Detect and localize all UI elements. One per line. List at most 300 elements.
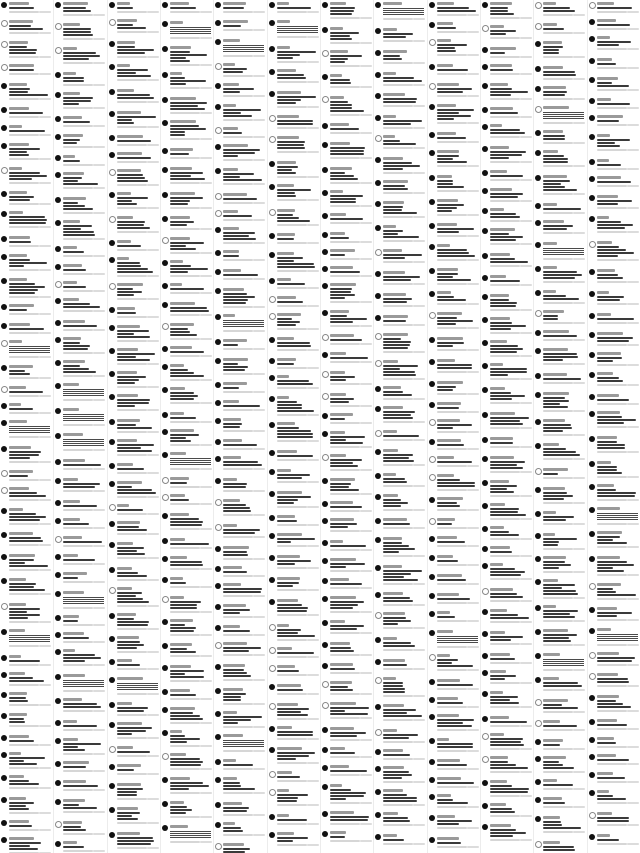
username[interactable] <box>277 337 294 340</box>
like-reply-icons[interactable] <box>147 249 159 251</box>
like-reply-icons[interactable] <box>520 771 532 773</box>
username[interactable] <box>9 713 27 716</box>
username[interactable] <box>543 266 557 269</box>
username[interactable] <box>63 500 80 503</box>
username[interactable] <box>437 497 463 500</box>
username[interactable] <box>277 161 296 164</box>
avatar-icon[interactable] <box>215 688 221 694</box>
avatar-icon[interactable] <box>55 72 61 78</box>
avatar-icon[interactable] <box>1 278 7 284</box>
comment-item[interactable] <box>108 394 161 413</box>
username[interactable] <box>543 2 556 5</box>
username[interactable] <box>63 698 82 701</box>
like-reply-icons[interactable] <box>360 361 372 363</box>
avatar-icon[interactable] <box>109 659 115 665</box>
like-reply-icons[interactable] <box>39 479 51 481</box>
username[interactable] <box>383 518 407 521</box>
comment-item[interactable] <box>588 556 640 578</box>
comment-item[interactable] <box>161 148 214 161</box>
like-reply-icons[interactable] <box>467 509 479 511</box>
like-reply-icons[interactable] <box>413 527 425 529</box>
comment-item[interactable] <box>534 290 587 306</box>
comment-item[interactable] <box>54 116 107 129</box>
username[interactable] <box>437 2 454 5</box>
avatar-icon[interactable] <box>55 554 61 560</box>
like-reply-icons[interactable] <box>39 395 51 397</box>
username[interactable] <box>223 583 241 586</box>
like-reply-icons[interactable] <box>39 313 51 315</box>
comment-item[interactable] <box>534 310 587 326</box>
avatar-icon[interactable] <box>482 253 488 259</box>
avatar-icon[interactable] <box>482 47 488 53</box>
like-reply-icons[interactable] <box>467 283 479 285</box>
username[interactable] <box>383 537 402 540</box>
comment-item[interactable] <box>268 46 321 65</box>
like-reply-icons[interactable] <box>573 56 585 58</box>
comment-item[interactable] <box>374 201 427 220</box>
avatar-icon[interactable] <box>429 244 435 250</box>
like-reply-icons[interactable] <box>93 449 105 451</box>
username[interactable] <box>383 473 396 476</box>
avatar-icon[interactable] <box>482 563 488 569</box>
like-reply-icons[interactable] <box>360 774 372 776</box>
avatar-icon[interactable] <box>375 659 381 665</box>
avatar-icon[interactable] <box>429 291 435 297</box>
avatar-icon[interactable] <box>375 2 381 8</box>
avatar-icon[interactable] <box>375 537 381 543</box>
like-reply-icons[interactable] <box>627 763 639 765</box>
like-reply-icons[interactable] <box>520 662 532 664</box>
username[interactable] <box>223 168 238 171</box>
username[interactable] <box>597 36 610 39</box>
avatar-icon[interactable] <box>535 41 541 47</box>
comment-item[interactable] <box>268 771 321 784</box>
comment-item[interactable] <box>108 348 161 367</box>
like-reply-icons[interactable] <box>93 146 105 148</box>
avatar-icon[interactable] <box>215 456 221 462</box>
avatar-icon[interactable] <box>589 531 595 537</box>
avatar-icon[interactable] <box>269 337 275 343</box>
username[interactable] <box>597 291 609 294</box>
avatar-icon[interactable] <box>429 64 435 70</box>
comment-item[interactable] <box>374 50 427 66</box>
like-reply-icons[interactable] <box>307 127 319 129</box>
username[interactable] <box>63 72 76 75</box>
comment-item[interactable] <box>268 832 321 848</box>
comment-item[interactable] <box>481 363 534 382</box>
like-reply-icons[interactable] <box>573 434 585 436</box>
avatar-icon[interactable] <box>322 558 328 564</box>
comment-item[interactable] <box>481 456 534 475</box>
comment-item[interactable] <box>54 738 107 757</box>
comment-item[interactable] <box>481 480 534 499</box>
like-reply-icons[interactable] <box>307 305 319 307</box>
comment-item[interactable] <box>321 96 374 118</box>
like-reply-icons[interactable] <box>200 11 212 13</box>
comment-item[interactable] <box>0 254 53 273</box>
like-reply-icons[interactable] <box>467 465 479 467</box>
like-reply-icons[interactable] <box>307 762 319 764</box>
like-reply-icons[interactable] <box>200 275 212 277</box>
comment-item[interactable] <box>534 556 587 575</box>
avatar-icon[interactable] <box>482 733 489 740</box>
avatar-icon[interactable] <box>109 832 115 838</box>
like-reply-icons[interactable] <box>467 190 479 192</box>
username[interactable] <box>597 484 614 487</box>
username[interactable] <box>543 443 559 446</box>
like-reply-icons[interactable] <box>413 240 425 242</box>
comment-item[interactable] <box>214 625 267 638</box>
avatar-icon[interactable] <box>535 556 541 562</box>
avatar-icon[interactable] <box>1 125 7 131</box>
like-reply-icons[interactable] <box>520 98 532 100</box>
username[interactable] <box>117 613 136 616</box>
username[interactable] <box>383 612 405 615</box>
username[interactable] <box>543 392 569 395</box>
avatar-icon[interactable] <box>375 766 381 772</box>
avatar-icon[interactable] <box>109 192 115 198</box>
avatar-icon[interactable] <box>269 422 275 428</box>
avatar-icon[interactable] <box>589 394 595 400</box>
like-reply-icons[interactable] <box>627 499 639 501</box>
username[interactable] <box>597 772 613 775</box>
like-reply-icons[interactable] <box>573 548 585 550</box>
comment-item[interactable] <box>481 670 534 686</box>
like-reply-icons[interactable] <box>39 744 51 746</box>
avatar-icon[interactable] <box>429 679 435 685</box>
username[interactable] <box>490 363 503 366</box>
like-reply-icons[interactable] <box>93 490 105 492</box>
comment-item[interactable] <box>588 628 640 648</box>
avatar-icon[interactable] <box>429 630 435 636</box>
username[interactable] <box>490 412 515 415</box>
like-reply-icons[interactable] <box>200 207 212 209</box>
comment-item[interactable] <box>588 216 640 235</box>
comment-item[interactable] <box>321 663 374 676</box>
like-reply-icons[interactable] <box>147 472 159 474</box>
comment-item[interactable] <box>321 27 374 46</box>
avatar-icon[interactable] <box>215 63 222 70</box>
avatar-icon[interactable] <box>109 19 116 26</box>
comment-item[interactable] <box>588 176 640 189</box>
like-reply-icons[interactable] <box>573 212 585 214</box>
like-reply-icons[interactable] <box>307 804 319 806</box>
username[interactable] <box>117 371 137 374</box>
comment-item[interactable] <box>54 433 107 453</box>
comment-item[interactable] <box>321 578 374 591</box>
avatar-icon[interactable] <box>269 233 275 239</box>
comment-item[interactable] <box>428 815 481 831</box>
username[interactable] <box>383 72 396 75</box>
avatar-icon[interactable] <box>322 620 328 626</box>
like-reply-icons[interactable] <box>200 37 212 39</box>
avatar-icon[interactable] <box>322 478 328 484</box>
comment-item[interactable] <box>588 115 640 128</box>
comment-item[interactable] <box>54 780 107 793</box>
comment-item[interactable] <box>481 208 534 224</box>
avatar-icon[interactable] <box>109 64 115 70</box>
avatar-icon[interactable] <box>55 500 61 506</box>
avatar-icon[interactable] <box>375 360 382 367</box>
like-reply-icons[interactable] <box>360 823 372 825</box>
like-reply-icons[interactable] <box>147 298 159 300</box>
avatar-icon[interactable] <box>269 115 276 122</box>
username[interactable] <box>437 837 459 840</box>
comment-item[interactable] <box>481 526 534 542</box>
username[interactable] <box>9 692 27 695</box>
username[interactable] <box>170 237 190 240</box>
avatar-icon[interactable] <box>269 252 275 258</box>
avatar-icon[interactable] <box>269 375 275 381</box>
avatar-icon[interactable] <box>589 436 595 442</box>
comment-item[interactable] <box>268 422 321 444</box>
comment-item[interactable] <box>108 783 161 802</box>
username[interactable] <box>117 240 131 243</box>
avatar-icon[interactable] <box>215 382 221 388</box>
username[interactable] <box>383 315 408 318</box>
like-reply-icons[interactable] <box>413 719 425 721</box>
username[interactable] <box>170 538 185 541</box>
avatar-icon[interactable] <box>322 681 329 688</box>
avatar-icon[interactable] <box>589 159 595 165</box>
like-reply-icons[interactable] <box>413 40 425 42</box>
avatar-icon[interactable] <box>589 411 595 417</box>
username[interactable] <box>490 780 507 783</box>
avatar-icon[interactable] <box>55 799 61 805</box>
like-reply-icons[interactable] <box>200 841 212 843</box>
comment-item[interactable] <box>534 756 587 775</box>
avatar-icon[interactable] <box>55 264 61 270</box>
like-reply-icons[interactable] <box>253 75 265 77</box>
comment-item[interactable] <box>54 554 107 567</box>
comment-item[interactable] <box>214 83 267 99</box>
avatar-icon[interactable] <box>215 546 221 552</box>
like-reply-icons[interactable] <box>520 56 532 58</box>
like-reply-icons[interactable] <box>467 729 479 731</box>
avatar-icon[interactable] <box>322 352 328 358</box>
avatar-icon[interactable] <box>162 707 168 713</box>
comment-item[interactable] <box>214 499 267 518</box>
comment-item[interactable] <box>268 747 321 766</box>
comment-item[interactable] <box>481 387 534 406</box>
like-reply-icons[interactable] <box>39 245 51 247</box>
comment-item[interactable] <box>0 603 53 625</box>
avatar-icon[interactable] <box>269 771 276 778</box>
like-reply-icons[interactable] <box>39 499 51 501</box>
avatar-icon[interactable] <box>322 310 328 316</box>
avatar-icon[interactable] <box>55 720 61 726</box>
like-reply-icons[interactable] <box>39 296 51 298</box>
comment-item[interactable] <box>428 150 481 169</box>
like-reply-icons[interactable] <box>253 136 265 138</box>
username[interactable] <box>9 532 33 535</box>
comment-item[interactable] <box>321 642 374 658</box>
comment-item[interactable] <box>161 167 214 186</box>
like-reply-icons[interactable] <box>467 827 479 829</box>
like-reply-icons[interactable] <box>520 179 532 181</box>
avatar-icon[interactable] <box>215 83 221 89</box>
username[interactable] <box>223 39 240 42</box>
avatar-icon[interactable] <box>1 508 7 514</box>
avatar-icon[interactable] <box>535 23 542 30</box>
like-reply-icons[interactable] <box>467 122 479 124</box>
username[interactable] <box>63 134 83 137</box>
comment-item[interactable] <box>54 92 107 111</box>
comment-item[interactable] <box>588 98 640 111</box>
username[interactable] <box>330 811 354 814</box>
comment-item[interactable] <box>428 555 481 568</box>
avatar-icon[interactable] <box>215 625 221 631</box>
avatar-icon[interactable] <box>109 521 115 527</box>
avatar-icon[interactable] <box>55 518 61 524</box>
avatar-icon[interactable] <box>535 203 541 209</box>
username[interactable] <box>490 480 509 483</box>
username[interactable] <box>9 603 26 606</box>
username[interactable] <box>543 419 565 422</box>
like-reply-icons[interactable] <box>467 545 479 547</box>
username[interactable] <box>223 759 236 762</box>
username[interactable] <box>383 180 408 183</box>
like-reply-icons[interactable] <box>360 510 372 512</box>
comment-item[interactable] <box>161 387 214 406</box>
comment-item[interactable] <box>588 790 640 806</box>
username[interactable] <box>277 491 302 494</box>
avatar-icon[interactable] <box>55 536 62 543</box>
like-reply-icons[interactable] <box>467 73 479 75</box>
username[interactable] <box>330 478 355 481</box>
username[interactable] <box>63 281 77 284</box>
comment-item[interactable] <box>534 677 587 693</box>
avatar-icon[interactable] <box>162 429 168 435</box>
like-reply-icons[interactable] <box>573 382 585 384</box>
avatar-icon[interactable] <box>1 629 7 635</box>
comment-item[interactable] <box>161 513 214 532</box>
like-reply-icons[interactable] <box>573 142 585 144</box>
like-reply-icons[interactable] <box>413 439 425 441</box>
like-reply-icons[interactable] <box>147 533 159 535</box>
avatar-icon[interactable] <box>322 663 328 669</box>
comment-item[interactable] <box>54 23 107 42</box>
like-reply-icons[interactable] <box>200 528 212 530</box>
username[interactable] <box>63 761 89 764</box>
comment-item[interactable] <box>54 47 107 66</box>
username[interactable] <box>490 294 509 297</box>
like-reply-icons[interactable] <box>253 259 265 261</box>
username[interactable] <box>63 155 75 158</box>
comment-item[interactable] <box>588 77 640 93</box>
like-reply-icons[interactable] <box>413 509 425 511</box>
username[interactable] <box>223 734 243 737</box>
username[interactable] <box>117 659 132 662</box>
avatar-icon[interactable] <box>482 609 488 615</box>
username[interactable] <box>330 578 349 581</box>
username[interactable] <box>9 775 24 778</box>
username[interactable] <box>597 269 615 272</box>
like-reply-icons[interactable] <box>627 664 639 666</box>
username[interactable] <box>330 74 342 77</box>
comment-item[interactable] <box>161 72 214 91</box>
username[interactable] <box>383 386 401 389</box>
avatar-icon[interactable] <box>269 184 275 190</box>
like-reply-icons[interactable] <box>573 258 585 260</box>
comment-item[interactable] <box>534 266 587 285</box>
comment-item[interactable] <box>374 612 427 631</box>
avatar-icon[interactable] <box>429 39 436 46</box>
username[interactable] <box>117 325 140 328</box>
comment-item[interactable] <box>268 136 321 155</box>
like-reply-icons[interactable] <box>573 339 585 341</box>
avatar-icon[interactable] <box>589 628 595 634</box>
username[interactable] <box>117 152 142 155</box>
comment-item[interactable] <box>534 150 587 169</box>
like-reply-icons[interactable] <box>467 846 479 848</box>
username[interactable] <box>543 150 558 153</box>
username[interactable] <box>437 359 455 362</box>
avatar-icon[interactable] <box>215 759 221 765</box>
like-reply-icons[interactable] <box>200 314 212 316</box>
comment-item[interactable] <box>374 360 427 382</box>
comment-item[interactable] <box>588 291 640 307</box>
like-reply-icons[interactable] <box>573 281 585 283</box>
username[interactable] <box>117 19 137 22</box>
avatar-icon[interactable] <box>589 77 595 83</box>
avatar-icon[interactable] <box>482 317 488 323</box>
username[interactable] <box>330 540 343 543</box>
comment-item[interactable] <box>481 340 534 359</box>
username[interactable] <box>63 92 80 95</box>
avatar-icon[interactable] <box>322 578 328 584</box>
avatar-icon[interactable] <box>589 195 595 201</box>
avatar-icon[interactable] <box>109 764 115 770</box>
avatar-icon[interactable] <box>429 837 435 843</box>
avatar-icon[interactable] <box>109 169 116 176</box>
like-reply-icons[interactable] <box>360 446 372 448</box>
like-reply-icons[interactable] <box>147 101 159 103</box>
username[interactable] <box>383 115 396 118</box>
like-reply-icons[interactable] <box>360 65 372 67</box>
like-reply-icons[interactable] <box>573 831 585 833</box>
comment-item[interactable] <box>428 2 481 18</box>
comment-item[interactable] <box>321 478 374 497</box>
username[interactable] <box>597 352 621 355</box>
username[interactable] <box>170 513 189 516</box>
avatar-icon[interactable] <box>589 507 595 513</box>
username[interactable] <box>63 2 88 5</box>
like-reply-icons[interactable] <box>360 672 372 674</box>
comment-item[interactable] <box>54 698 107 714</box>
avatar-icon[interactable] <box>535 797 541 803</box>
avatar-icon[interactable] <box>482 340 488 346</box>
avatar-icon[interactable] <box>269 2 275 8</box>
comment-item[interactable] <box>0 403 53 416</box>
username[interactable] <box>9 735 29 738</box>
username[interactable] <box>330 96 344 99</box>
avatar-icon[interactable] <box>55 615 61 621</box>
comment-item[interactable] <box>0 629 53 649</box>
username[interactable] <box>437 555 453 558</box>
comment-item[interactable] <box>268 358 321 371</box>
comment-item[interactable] <box>428 654 481 673</box>
avatar-icon[interactable] <box>375 406 381 412</box>
avatar-icon[interactable] <box>162 730 168 736</box>
comment-item[interactable] <box>54 500 107 513</box>
avatar-icon[interactable] <box>55 246 61 252</box>
avatar-icon[interactable] <box>1 837 7 843</box>
like-reply-icons[interactable] <box>360 42 372 44</box>
avatar-icon[interactable] <box>589 754 595 760</box>
avatar-icon[interactable] <box>269 450 275 456</box>
avatar-icon[interactable] <box>482 294 488 300</box>
